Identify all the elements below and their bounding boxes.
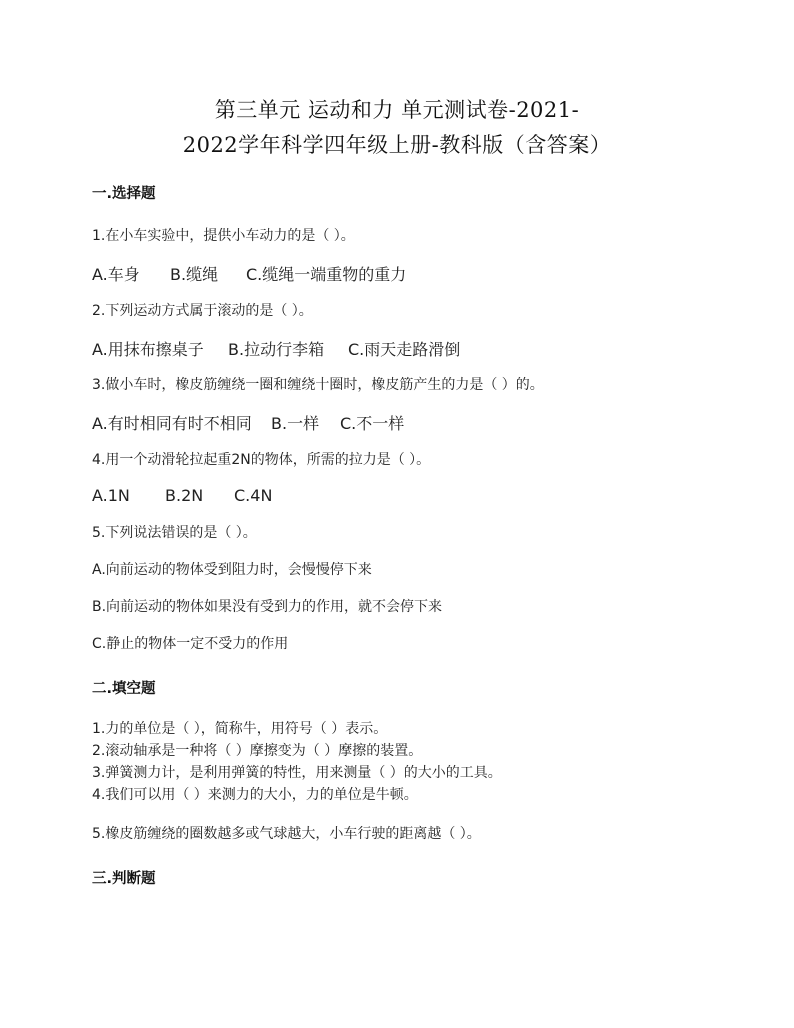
- option: B.2N: [165, 486, 204, 505]
- option-row: [92, 486, 692, 506]
- fill-blank-item: 3.弹簧测力计，是利用弹簧的特性，用来测量（ ）的大小的工具。: [92, 765, 502, 781]
- fill-blank-item: 4.我们可以用（ ）来测力的大小，力的单位是牛顿。: [92, 787, 418, 803]
- page-title-line2: 2022学年科学四年级上册-教科版（含答案）: [182, 133, 612, 157]
- option: A.用抹布擦桌子: [92, 340, 204, 359]
- fill-blank-item: 2.滚动轴承是一种将（ ）摩擦变为（ ）摩擦的装置。: [92, 743, 423, 759]
- question-stem: 4.用一个动滑轮拉起重2N的物体，所需的拉力是（ ）。: [92, 452, 431, 468]
- option-row: [92, 262, 692, 282]
- option-row: [92, 337, 692, 357]
- option: B.向前运动的物体如果没有受到力的作用，就不会停下来: [92, 599, 443, 615]
- option: C.静止的物体一定不受力的作用: [92, 636, 289, 652]
- section-heading-choice: 一.选择题: [92, 186, 156, 202]
- option: B.缆绳: [170, 265, 219, 284]
- section-heading-fill-blank: 二.填空题: [92, 681, 156, 697]
- fill-blank-item: 1.力的单位是（ ），简称牛，用符号（ ）表示。: [92, 721, 388, 737]
- option: A.车身: [92, 265, 140, 284]
- option: C.不一样: [340, 414, 405, 433]
- option: B.拉动行李箱: [228, 340, 325, 359]
- question-stem: 2.下列运动方式属于滚动的是（ ）。: [92, 303, 313, 319]
- option: A.有时相同有时不相同: [92, 414, 252, 433]
- question-stem: 1.在小车实验中，提供小车动力的是（ ）。: [92, 228, 355, 244]
- option: A.1N: [92, 486, 130, 505]
- option: B.一样: [271, 414, 320, 433]
- fill-blank-item: 5.橡皮筋缠绕的圈数越多或气球越大，小车行驶的距离越（ ）。: [92, 826, 481, 842]
- page-title-line1: 第三单元 运动和力 单元测试卷-2021-: [214, 98, 580, 122]
- option: A.向前运动的物体受到阻力时，会慢慢停下来: [92, 562, 372, 578]
- option: C.雨天走路滑倒: [348, 340, 461, 359]
- section-heading-true-false: 三.判断题: [92, 871, 156, 887]
- question-stem: 3.做小车时，橡皮筋缠绕一圈和缠绕十圈时，橡皮筋产生的力是（ ）的。: [92, 377, 544, 393]
- option-row: [92, 411, 692, 431]
- option: C.4N: [234, 486, 273, 505]
- option: C.缆绳一端重物的重力: [246, 265, 407, 284]
- question-stem: 5.下列说法错误的是（ ）。: [92, 525, 257, 541]
